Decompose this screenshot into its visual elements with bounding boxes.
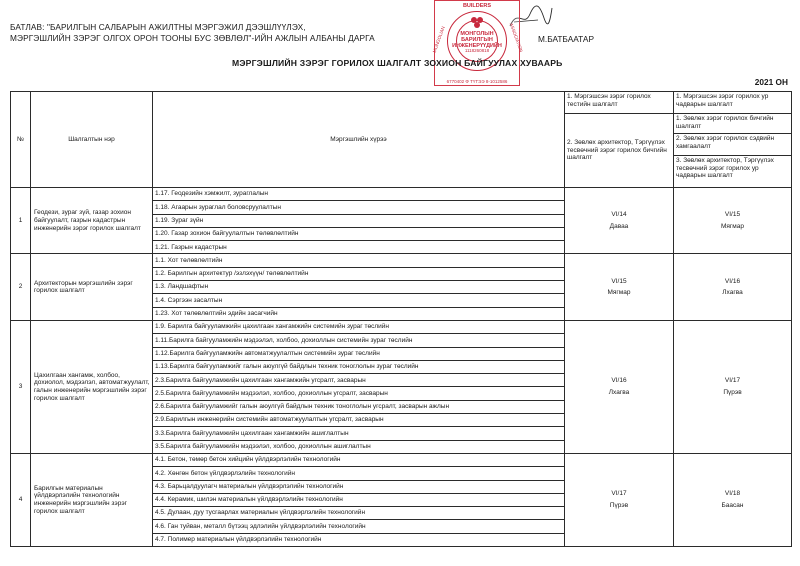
specialization-item: 1.11.Барилга байгууламжийн мэдээлэл, холбоо, дохиоллын системийн зураг төслийн (153, 334, 565, 347)
specialization-item: 4.1. Бетон, төмөр бетон хийцийн үйлдвэрлэлийн технологийн (153, 453, 565, 466)
header-date2-a: 1. Мэргэшсэн зэрэг горилох ур чадварын шалгалт (674, 92, 792, 114)
specialization-item: 3.3.Барилга байгууламжийн цахилгаан хангамжийн ашиглалтын (153, 427, 565, 440)
stamp-name-line-3: ИНЖЕНЕРҮҮДИЙН (452, 43, 502, 49)
exam-weekday: Даваа (609, 222, 629, 230)
schedule-body (11, 188, 792, 547)
group-exam-name: Геодези, зураг зүй, газар зохион байгуулалт, газрын кадастрын инженерийн зэрэг горилох шалгалт (31, 188, 153, 254)
specialization-item: 4.7. Полимер материалын үйлдвэрлэлийн технологийн (153, 533, 565, 546)
schedule-date-2 (674, 254, 792, 320)
signer-name: М.БАТБААТАР (538, 34, 594, 44)
header-number: № (11, 92, 31, 188)
exam-date: VI/16 (611, 377, 627, 385)
stamp-name-line-1: МОНГОЛЫН (460, 31, 494, 37)
stamp-bottom-text: 6770402 Ф ТҮТЭЭ 8-1012586 (446, 79, 508, 84)
schedule-date-1 (565, 188, 674, 254)
document-year: 2021 ОН (754, 77, 788, 87)
header-date2-c: 2. Зөвлөх зэрэг горилох сэдвийн хамгаалалт (674, 134, 792, 156)
specialization-item: 1.3. Ландшафтын (153, 281, 565, 294)
specialization-item: 4.4. Керамик, шилэн материалын үйлдвэрлэлийн технологийн (153, 493, 565, 506)
header-date2-d: 3. Зөвлөх архитектор, Тэргүүлэх тесвөчний зэрэг горилох ур чадварын шалгалт (674, 156, 792, 188)
exam-weekday: Пүрэв (723, 388, 742, 396)
table-row (11, 453, 792, 466)
specialization-item: 1.17. Геодезийн хэмжилт, зураглалын (153, 188, 565, 201)
header-date1-bottom: 2. Зөвлөх архитектор, Тэргүүлэх тесвөчний зэрэг горилох бичгийн шалгалт (565, 114, 674, 188)
specialization-item: 3.5.Барилга байгууламжийн мэдээлэл, холбоо, дохиоллын ашиглалтын (153, 440, 565, 453)
specialization-item: 1.12.Барилга байгууламжийн автоматжуулалтын системийн зураг төслийн (153, 347, 565, 360)
group-number: 4 (11, 453, 31, 546)
exam-date: VI/15 (724, 211, 741, 219)
exam-schedule-table (10, 91, 792, 547)
table-row (11, 254, 792, 267)
specialization-item: 1.2. Барилгын архитектур /эзлэхүүн/ төлөвлөлтийн (153, 267, 565, 280)
exam-date: VI/17 (611, 490, 627, 498)
specialization-item: 1.19. Зураг зүйн (153, 214, 565, 227)
specialization-item: 1.20. Газар зохион байгуулалтын төлөвлөлтийн (153, 227, 565, 240)
specialization-item: 1.4. Сэргээн засалтын (153, 294, 565, 307)
specialization-item: 4.5. Дулаан, дуу тусгаарлах материалын үйлдвэрлэлийн технологийн (153, 507, 565, 520)
exam-weekday: Баасан (721, 501, 744, 509)
table-row (11, 188, 792, 201)
group-exam-name: Архитекторын мэргэшлийн зэрэг горилох шалгалт (31, 254, 153, 320)
document-title: МЭРГЭШЛИЙН ЗЭРЭГ ГОРИЛОХ ШАЛГАЛТ ЗОХИОН БАЙГУУЛАХ ХУВААРЬ (232, 58, 563, 68)
exam-weekday: Лхагва (722, 289, 743, 297)
group-number: 2 (11, 254, 31, 320)
header-date1-top: 1. Мэргэшсэн зэрэг горилох тестийн шалгалт (565, 92, 674, 114)
stamp-name-line-2: БАРИЛГЫН (461, 37, 493, 43)
schedule-date-2 (674, 453, 792, 546)
specialization-item: 1.18. Агаарын зураглал боловсруулалтын (153, 201, 565, 214)
specialization-item: 2.9.Барилгын инженерийн системийн автоматжуулалтын угсралт, засварын (153, 414, 565, 427)
specialization-item: 1.23. Хот төлөвлөлтийн эдийн засагчийн (153, 307, 565, 320)
header-exam-name: Шалгалтын нэр (31, 92, 153, 188)
stamp-side-right: ASSOCIATION (508, 22, 524, 53)
group-number: 1 (11, 188, 31, 254)
schedule-date-2 (674, 188, 792, 254)
approval-header (10, 22, 375, 44)
header-specialization: Мэргэшлийн хүрээ (153, 92, 565, 188)
specialization-item: 4.2. Хөнгөн бетон үйлдвэрлэлийн технологийн (153, 467, 565, 480)
specialization-item: 1.21. Газрын кадастрын (153, 241, 565, 254)
schedule-date-1 (565, 320, 674, 453)
official-stamp (431, 0, 524, 86)
schedule-date-1 (565, 453, 674, 546)
exam-weekday: Мягмар (607, 289, 631, 297)
stamp-logo-icon (469, 15, 485, 29)
schedule-date-2 (674, 320, 792, 453)
specialization-item: 2.3.Барилга байгууламжийн цахилгаан хангамжийн угсралт, засварын (153, 374, 565, 387)
stamp-top-text: BUILDERS (462, 3, 492, 9)
specialization-item: 1.13.Барилга байгууламжийг галын аюулгүй байдлын техник тоноглолын зураг төслийн (153, 360, 565, 373)
approval-line-2: МЭРГЭШЛИЙН ЗЭРЭГ ОЛГОХ ОРОН ТООНЫ БУС ЗӨВЛӨЛ"-ИЙН АЖЛЫН АЛБАНЫ ДАРГА (10, 33, 375, 43)
stamp-registry: 1118260818 (464, 48, 490, 53)
stamp-name (449, 31, 505, 49)
group-number: 3 (11, 320, 31, 453)
exam-date: VI/16 (724, 277, 741, 285)
group-exam-name: Барилгын материалын үйлдвэрлэлийн технологийн инженерийн мэргэшлийн зэрэг горилох шалгалт (31, 453, 153, 546)
specialization-item: 2.5.Барилга байгууламжийн мэдээлэл, холбоо, дохиоллын угсралт, засварын (153, 387, 565, 400)
table-row (11, 320, 792, 333)
specialization-item: 2.6.Барилга байгууламжийг галын аюулгүй байдлын техник тоноглолын угсралт, засварын ажлын (153, 400, 565, 413)
specialization-item: 1.1. Хот төлөвлөлтийн (153, 254, 565, 267)
exam-date: VI/18 (724, 490, 741, 498)
exam-date: VI/15 (611, 277, 627, 285)
specialization-item: 1.9. Барилга байгууламжийн цахилгаан хангамжийн системийн зураг төслийн (153, 320, 565, 333)
group-exam-name: Цахилгаан хангамж, холбоо, дохиолол, мэдээлэл, автоматжуулалт, галын инженерийн мэргэшлийн зэрэг горилох шалгалт (31, 320, 153, 453)
specialization-item: 4.3. Барьцалдуулагч материалын үйлдвэрлэлийн технологийн (153, 480, 565, 493)
specialization-item: 4.6. Ган туйван, металл бүтээц эдлэлийн үйлдвэрлэлийн технологийн (153, 520, 565, 533)
header-date2-b: 1. Зөвлөх зэрэг горилох бичгийн шалгалт (674, 114, 792, 134)
exam-weekday: Лхагва (608, 388, 630, 396)
exam-weekday: Мягмар (720, 222, 744, 230)
exam-date: VI/17 (724, 377, 741, 385)
stamp-side-left: MONGOLIAN (431, 25, 446, 54)
exam-date: VI/14 (611, 211, 627, 219)
approval-line-1: БАТЛАВ: "БАРИЛГЫН САЛБАРЫН АЖИЛТНЫ МЭРГЭЖИЛ ДЭЭШЛҮҮЛЭХ, (10, 22, 306, 32)
exam-weekday: Пүрэв (609, 501, 629, 509)
schedule-date-1 (565, 254, 674, 320)
